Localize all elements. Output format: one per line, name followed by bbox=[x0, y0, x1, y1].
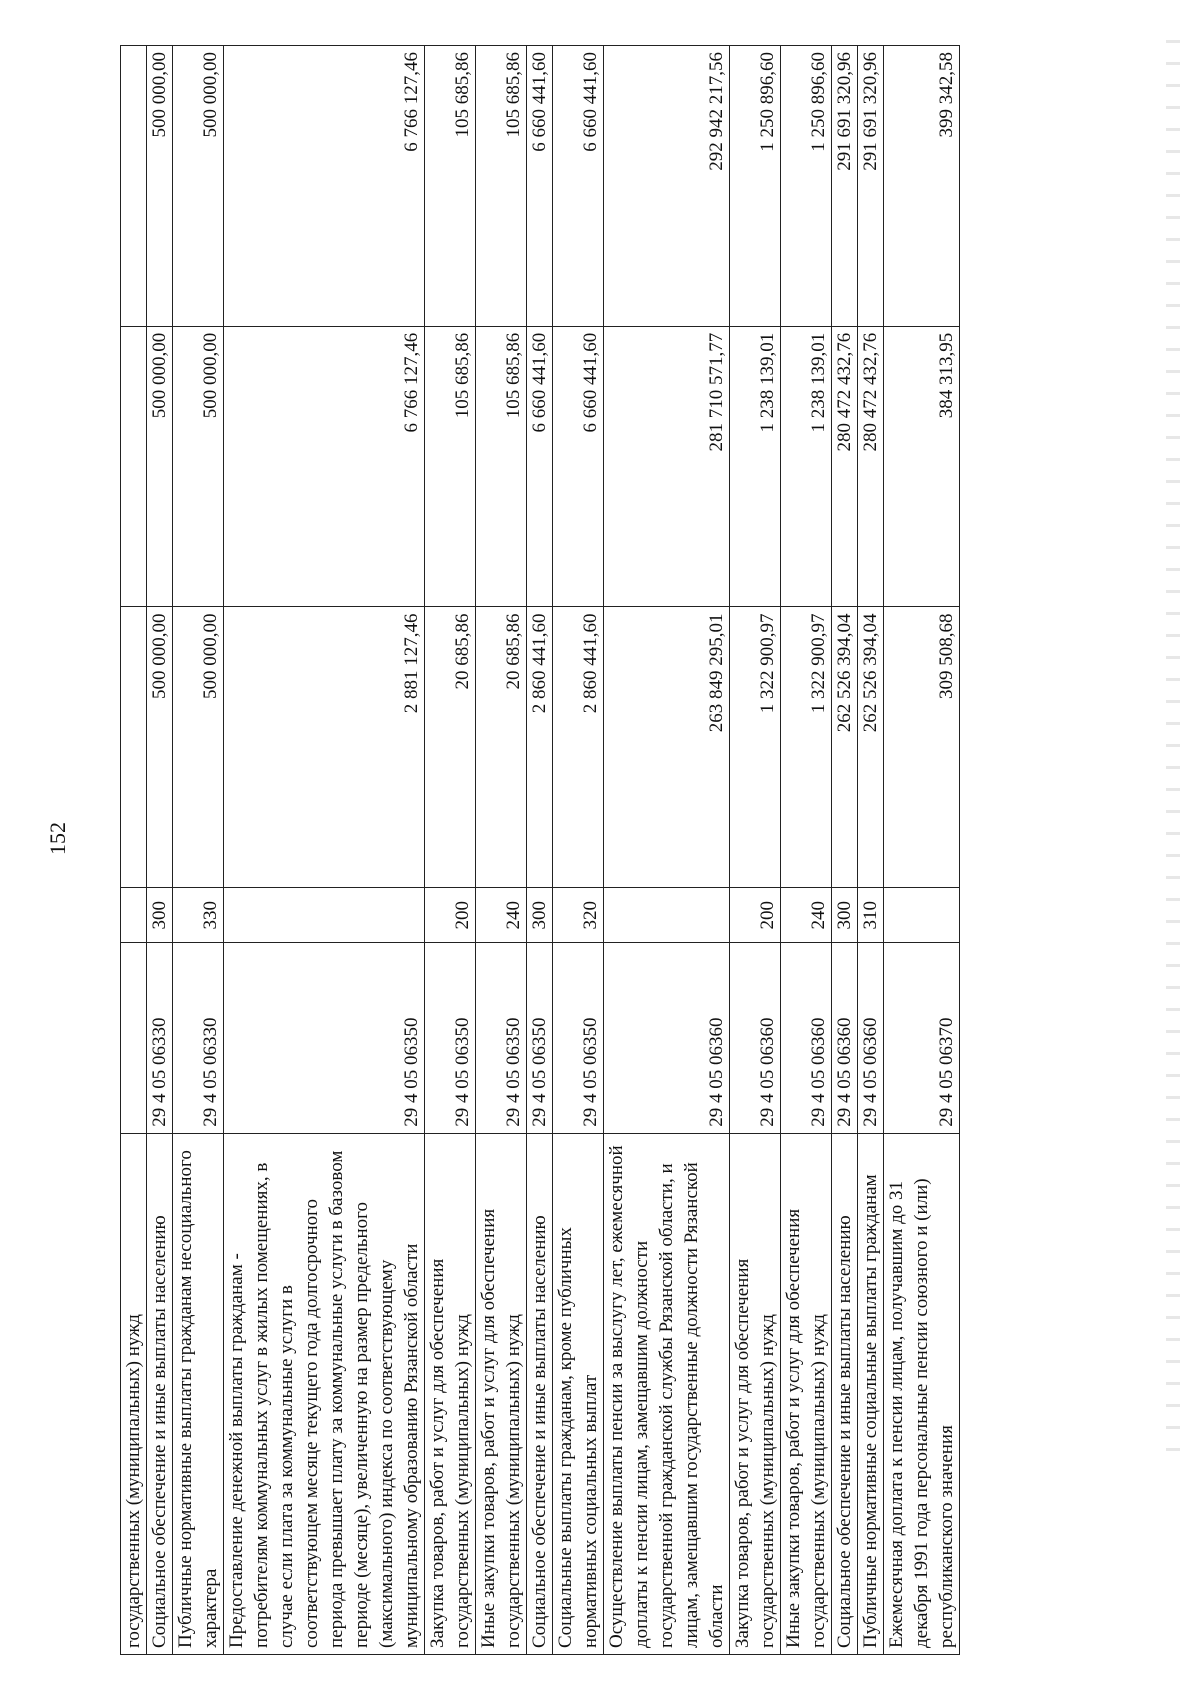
target-article-code-cell: 29 4 05 06360 bbox=[832, 943, 858, 1133]
amount-cell-3: 291 691 320,96 bbox=[832, 46, 858, 327]
expense-name-cell: Ежемесячная доплата к пенсии лицам, получавшим до 31 декабря 1991 года персональные пенсии союзного и (или) республиканского значения bbox=[884, 1133, 960, 1654]
target-article-code-cell: 29 4 05 06360 bbox=[730, 943, 781, 1133]
table-row bbox=[224, 46, 425, 1655]
amount-cell-2: 1 238 139,01 bbox=[781, 326, 832, 607]
amount-cell-1: 1 322 900,97 bbox=[730, 607, 781, 888]
expense-name-cell: государственных (муниципальных) нужд bbox=[121, 1133, 147, 1654]
amount-cell-1: 2 860 441,60 bbox=[527, 607, 553, 888]
scan-noise bbox=[1166, 40, 1180, 1470]
table-row bbox=[527, 46, 553, 1655]
amount-cell-3: 292 942 217,56 bbox=[604, 46, 730, 327]
expense-type-code-cell: 320 bbox=[553, 888, 604, 943]
rotated-page-content bbox=[120, 45, 1100, 1655]
expense-name-cell: Публичные нормативные выплаты гражданам несоциального характера bbox=[173, 1133, 224, 1654]
expense-name-cell: Осуществление выплаты пенсии за выслугу лет, ежемесячной доплаты к пенсии лицам, замещавшим должности государственной гражданской службы Рязанской области, и лицам, замещавшим государственные должности Рязанской области bbox=[604, 1133, 730, 1654]
table-row bbox=[147, 46, 173, 1655]
expense-type-code-cell bbox=[884, 888, 960, 943]
target-article-code-cell: 29 4 05 06350 bbox=[425, 943, 476, 1133]
amount-cell-3: 1 250 896,60 bbox=[781, 46, 832, 327]
budget-table-body bbox=[121, 46, 960, 1655]
expense-type-code-cell bbox=[121, 888, 147, 943]
target-article-code-cell: 29 4 05 06370 bbox=[884, 943, 960, 1133]
amount-cell-3: 500 000,00 bbox=[147, 46, 173, 327]
table-row bbox=[476, 46, 527, 1655]
expense-type-code-cell: 200 bbox=[730, 888, 781, 943]
expense-name-cell: Публичные нормативные социальные выплаты гражданам bbox=[858, 1133, 884, 1654]
expense-type-code-cell: 300 bbox=[147, 888, 173, 943]
amount-cell-2: 280 472 432,76 bbox=[858, 326, 884, 607]
target-article-code-cell: 29 4 05 06350 bbox=[553, 943, 604, 1133]
table-row bbox=[781, 46, 832, 1655]
amount-cell-2: 500 000,00 bbox=[173, 326, 224, 607]
expense-type-code-cell: 310 bbox=[858, 888, 884, 943]
expense-type-code-cell: 300 bbox=[527, 888, 553, 943]
table-row bbox=[832, 46, 858, 1655]
amount-cell-3: 6 660 441,60 bbox=[553, 46, 604, 327]
target-article-code-cell: 29 4 05 06360 bbox=[781, 943, 832, 1133]
expense-type-code-cell: 330 bbox=[173, 888, 224, 943]
table-row bbox=[884, 46, 960, 1655]
amount-cell-3 bbox=[121, 46, 147, 327]
amount-cell-1: 2 860 441,60 bbox=[553, 607, 604, 888]
page-number: 152 bbox=[45, 822, 70, 855]
amount-cell-1: 263 849 295,01 bbox=[604, 607, 730, 888]
target-article-code-cell bbox=[121, 943, 147, 1133]
amount-cell-3: 399 342,58 bbox=[884, 46, 960, 327]
amount-cell-2: 280 472 432,76 bbox=[832, 326, 858, 607]
amount-cell-2: 6 660 441,60 bbox=[553, 326, 604, 607]
expense-name-cell: Закупка товаров, работ и услуг для обеспечения государственных (муниципальных) нужд bbox=[425, 1133, 476, 1654]
expense-type-code-cell bbox=[224, 888, 425, 943]
target-article-code-cell: 29 4 05 06350 bbox=[527, 943, 553, 1133]
amount-cell-2: 500 000,00 bbox=[147, 326, 173, 607]
expense-type-code-cell: 300 bbox=[832, 888, 858, 943]
expense-name-cell: Закупка товаров, работ и услуг для обеспечения государственных (муниципальных) нужд bbox=[730, 1133, 781, 1654]
amount-cell-3: 500 000,00 bbox=[173, 46, 224, 327]
amount-cell-1: 20 685,86 bbox=[425, 607, 476, 888]
expense-name-cell: Социальное обеспечение и иные выплаты населению bbox=[147, 1133, 173, 1654]
amount-cell-1: 262 526 394,04 bbox=[832, 607, 858, 888]
target-article-code-cell: 29 4 05 06330 bbox=[173, 943, 224, 1133]
amount-cell-3: 6 660 441,60 bbox=[527, 46, 553, 327]
amount-cell-1: 2 881 127,46 bbox=[224, 607, 425, 888]
target-article-code-cell: 29 4 05 06360 bbox=[858, 943, 884, 1133]
table-row bbox=[858, 46, 884, 1655]
table-row bbox=[604, 46, 730, 1655]
target-article-code-cell: 29 4 05 06330 bbox=[147, 943, 173, 1133]
table-row bbox=[553, 46, 604, 1655]
amount-cell-2: 281 710 571,77 bbox=[604, 326, 730, 607]
expense-name-cell: Иные закупки товаров, работ и услуг для обеспечения государственных (муниципальных) нужд bbox=[476, 1133, 527, 1654]
expense-name-cell: Социальное обеспечение и иные выплаты населению bbox=[527, 1133, 553, 1654]
amount-cell-3: 105 685,86 bbox=[476, 46, 527, 327]
amount-cell-2: 6 660 441,60 bbox=[527, 326, 553, 607]
amount-cell-1: 20 685,86 bbox=[476, 607, 527, 888]
budget-table bbox=[120, 45, 960, 1655]
expense-name-cell: Социальное обеспечение и иные выплаты населению bbox=[832, 1133, 858, 1654]
amount-cell-2: 105 685,86 bbox=[425, 326, 476, 607]
target-article-code-cell: 29 4 05 06350 bbox=[476, 943, 527, 1133]
amount-cell-2 bbox=[121, 326, 147, 607]
expense-name-cell: Иные закупки товаров, работ и услуг для обеспечения государственных (муниципальных) нужд bbox=[781, 1133, 832, 1654]
amount-cell-1: 500 000,00 bbox=[173, 607, 224, 888]
amount-cell-3: 1 250 896,60 bbox=[730, 46, 781, 327]
amount-cell-3: 6 766 127,46 bbox=[224, 46, 425, 327]
expense-type-code-cell: 240 bbox=[781, 888, 832, 943]
amount-cell-3: 105 685,86 bbox=[425, 46, 476, 327]
amount-cell-1: 500 000,00 bbox=[147, 607, 173, 888]
amount-cell-1: 309 508,68 bbox=[884, 607, 960, 888]
amount-cell-2: 105 685,86 bbox=[476, 326, 527, 607]
expense-type-code-cell bbox=[604, 888, 730, 943]
table-row bbox=[425, 46, 476, 1655]
amount-cell-2: 1 238 139,01 bbox=[730, 326, 781, 607]
table-row bbox=[121, 46, 147, 1655]
expense-type-code-cell: 200 bbox=[425, 888, 476, 943]
amount-cell-3: 291 691 320,96 bbox=[858, 46, 884, 327]
expense-name-cell: Социальные выплаты гражданам, кроме публичных нормативных социальных выплат bbox=[553, 1133, 604, 1654]
amount-cell-2: 6 766 127,46 bbox=[224, 326, 425, 607]
table-row bbox=[173, 46, 224, 1655]
amount-cell-1: 1 322 900,97 bbox=[781, 607, 832, 888]
amount-cell-1: 262 526 394,04 bbox=[858, 607, 884, 888]
target-article-code-cell: 29 4 05 06350 bbox=[224, 943, 425, 1133]
expense-name-cell: Предоставление денежной выплаты гражданам - потребителям коммунальных услуг в жилых помещениях, в случае если плата за коммунальные услуги в соответствующем месяце текущего года долгосрочного периода превышает плату за коммунальные услуги в базовом периоде (месяце), увеличенную на размер предельного (максимального) индекса по соответствующему муниципальному образованию Рязанской области bbox=[224, 1133, 425, 1654]
expense-type-code-cell: 240 bbox=[476, 888, 527, 943]
table-row bbox=[730, 46, 781, 1655]
target-article-code-cell: 29 4 05 06360 bbox=[604, 943, 730, 1133]
amount-cell-2: 384 313,95 bbox=[884, 326, 960, 607]
amount-cell-1 bbox=[121, 607, 147, 888]
